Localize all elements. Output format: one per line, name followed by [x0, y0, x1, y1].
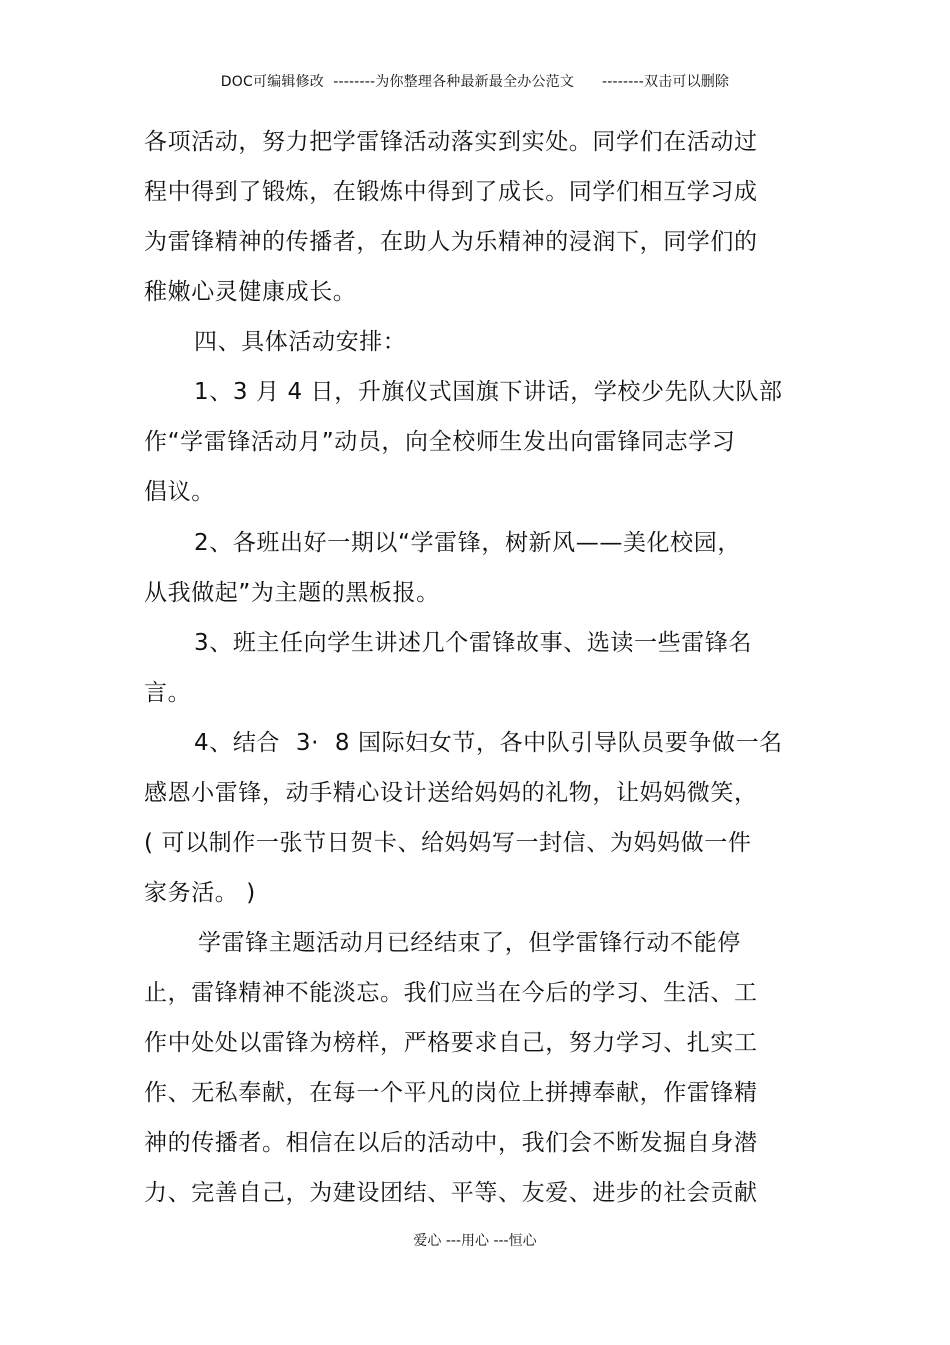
- conclusion-line-3: 作中处处以雷锋为榜样，严格要求自己，努力学习、扎实工: [144, 1030, 758, 1056]
- section-heading: 四、具体活动安排：: [194, 329, 407, 355]
- conclusion-line-6: 力、完善自己，为建设团结、平等、友爱、进步的社会贡献: [144, 1180, 758, 1206]
- body-line-3: 为雷锋精神的传播者，在助人为乐精神的浸润下，同学们的: [144, 229, 758, 255]
- item-3-line-2: 言。: [144, 680, 192, 706]
- item-1-line-2: 作“学雷锋活动月”动员，向全校师生发出向雷锋同志学习: [144, 429, 736, 455]
- conclusion-line-1: 学雷锋主题活动月已经结束了，但学雷锋行动不能停: [198, 930, 741, 956]
- body-line-1: 各项活动，努力把学雷锋活动落实到实处。同学们在活动过: [144, 129, 758, 155]
- body-line-4: 稚嫩心灵健康成长。: [144, 279, 357, 305]
- body-line-2: 程中得到了锻炼，在锻炼中得到了成长。同学们相互学习成: [144, 179, 758, 205]
- conclusion-line-4: 作、无私奉献，在每一个平凡的岗位上拼搏奉献，作雷锋精: [144, 1080, 758, 1106]
- conclusion-line-2: 止，雷锋精神不能淡忘。我们应当在今后的学习、生活、工: [144, 980, 758, 1006]
- item-3-line-1: 3、班主任向学生讲述几个雷锋故事、选读一些雷锋名: [194, 630, 753, 656]
- conclusion-line-5: 神的传播者。相信在以后的活动中，我们会不断发掘自身潜: [144, 1130, 758, 1156]
- item-2-line-2: 从我做起”为主题的黑板报。: [144, 580, 440, 606]
- item-4-line-2: 感恩小雷锋，动手精心设计送给妈妈的礼物，让妈妈微笑，: [144, 780, 758, 806]
- item-1-line-3: 倡议。: [144, 479, 215, 505]
- page-header: DOC可编辑修改 --------为你整理各种最新最全办公范文 --------双击可以删除: [220, 74, 730, 90]
- item-2-line-1: 2、各班出好一期以“学雷锋，树新风——美化校园，: [194, 530, 741, 556]
- item-4-line-1: 4、结合 3· 8 国际妇女节，各中队引导队员要争做一名: [194, 730, 783, 756]
- item-1-line-1: 1、3 月 4 日，升旗仪式国旗下讲话，学校少先队大队部: [194, 379, 783, 405]
- page-footer: 爱心 ---用心 ---恒心: [413, 1233, 537, 1249]
- item-4-line-3: ( 可以制作一张节日贺卡、给妈妈写一封信、为妈妈做一件: [144, 830, 752, 856]
- item-4-line-4: 家务活。 ): [144, 880, 256, 906]
